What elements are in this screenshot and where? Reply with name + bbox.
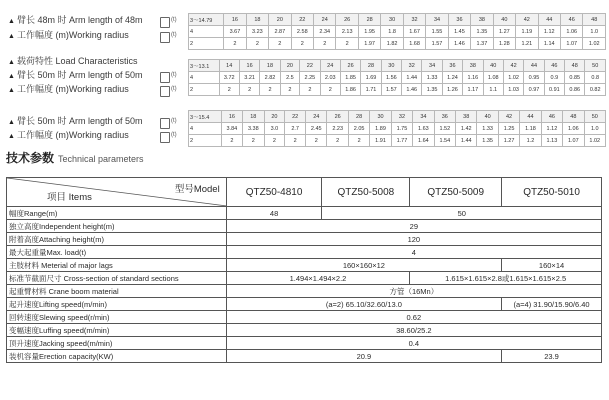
parameter-label: 独立高度Independent height(m) xyxy=(7,220,227,233)
table-cell: 1.19 xyxy=(516,26,538,38)
table-cell: 42 xyxy=(503,60,523,72)
table-cell: 1.21 xyxy=(516,38,538,50)
parameter-label: 起升速度Lifting speed(m/min) xyxy=(7,298,227,311)
table-cell: 3.84 xyxy=(221,123,242,135)
parameter-value: 0.62 xyxy=(226,311,601,324)
table-cell: 2 xyxy=(320,84,340,96)
unit-icon: (t) xyxy=(160,118,176,128)
unit-icon: (t) xyxy=(160,17,176,27)
parameter-value: 4 xyxy=(226,246,601,259)
table-cell: 18 xyxy=(260,60,280,72)
radius-row xyxy=(189,14,606,26)
table-cell: 40 xyxy=(483,60,503,72)
table-cell: 2 xyxy=(291,38,313,50)
table-cell: 1.02 xyxy=(503,72,523,84)
load-table xyxy=(188,59,606,96)
table-cell: 1.1 xyxy=(483,84,503,96)
table-cell: 1.08 xyxy=(483,72,503,84)
table-cell: 2 xyxy=(300,84,320,96)
table-cell: 26 xyxy=(340,60,360,72)
arm-length-label: ▲ 臂长 50m 时 Arm length of 50m xyxy=(8,116,143,126)
table-cell: 36 xyxy=(442,60,462,72)
table-cell: 1.57 xyxy=(381,84,401,96)
model-items-header xyxy=(7,178,227,207)
model-label: 型号Model xyxy=(174,184,220,195)
table-cell: 18 xyxy=(246,14,268,26)
table-cell: 2 xyxy=(264,135,285,147)
model-header: QTZ50-5008 xyxy=(322,178,410,207)
table-cell: 26 xyxy=(336,14,358,26)
load-row xyxy=(189,84,606,96)
table-cell: 2.7 xyxy=(285,123,306,135)
table-cell: 2 xyxy=(285,135,306,147)
table-cell: 3.0 xyxy=(264,123,285,135)
parameter-label: 回转速度Slewing speed(r/min) xyxy=(7,311,227,324)
table-cell: 2.87 xyxy=(269,26,291,38)
table-cell: 2.45 xyxy=(306,123,327,135)
table-cell: 28 xyxy=(358,14,380,26)
row-first-cell: 3～14.79 xyxy=(189,14,224,26)
table-cell: 40 xyxy=(493,14,515,26)
table-cell: 48 xyxy=(563,111,584,123)
table-cell: 1.24 xyxy=(442,72,462,84)
model-header: QTZ50-5009 xyxy=(410,178,502,207)
unit-icon: (t) xyxy=(160,72,176,82)
table-cell: 34 xyxy=(426,14,448,26)
table-cell: 44 xyxy=(520,111,541,123)
table-cell: 22 xyxy=(291,14,313,26)
radius-row xyxy=(189,111,606,123)
table-cell: 18 xyxy=(243,111,264,123)
table-cell: 2 xyxy=(348,135,369,147)
table-cell: 1.86 xyxy=(340,84,360,96)
table-cell: 1.57 xyxy=(426,38,448,50)
table-cell: 1.67 xyxy=(403,26,425,38)
table-row xyxy=(7,298,602,311)
table-cell: 3.38 xyxy=(243,123,264,135)
parameter-value: 50 xyxy=(322,207,602,220)
table-cell: 1.02 xyxy=(584,135,605,147)
parameter-value: 20.9 xyxy=(226,350,501,363)
table-cell: 1.71 xyxy=(361,84,381,96)
table-cell: 1.68 xyxy=(403,38,425,50)
table-cell: 2.25 xyxy=(300,72,320,84)
table-cell: 14 xyxy=(219,60,239,72)
table-cell: 38 xyxy=(456,111,477,123)
table-cell: 1.06 xyxy=(563,123,584,135)
table-cell: 1.28 xyxy=(493,38,515,50)
table-cell: 48 xyxy=(583,14,606,26)
table-cell: 1.8 xyxy=(381,26,403,38)
row-first-cell: 4 xyxy=(189,26,224,38)
table-row xyxy=(7,324,602,337)
load-row xyxy=(189,26,606,38)
load-curve-50m-b xyxy=(2,108,606,150)
table-cell: 2.23 xyxy=(327,123,348,135)
table-cell: 0.97 xyxy=(524,84,544,96)
table-cell: 2 xyxy=(221,135,242,147)
working-radius-label: ▲ 工作幅度 (m)Working radius xyxy=(8,130,129,140)
table-cell: 1.02 xyxy=(583,38,606,50)
table-cell: 20 xyxy=(264,111,285,123)
table-cell: 2.82 xyxy=(260,72,280,84)
table-cell: 38 xyxy=(463,60,483,72)
table-cell: 1.85 xyxy=(340,72,360,84)
table-cell: 2 xyxy=(239,84,259,96)
table-cell: 1.06 xyxy=(561,26,583,38)
table-cell: 2 xyxy=(219,84,239,96)
table-cell: 30 xyxy=(370,111,391,123)
parameter-value: 1.494×1.494×2.2 xyxy=(226,272,410,285)
arm-length-label: ▲ 臂长 48m 时 Arm length of 48m xyxy=(8,15,143,25)
parameter-value: 0.4 xyxy=(226,337,601,350)
row-first-cell: 4 xyxy=(189,72,220,84)
table-cell: 3.72 xyxy=(219,72,239,84)
load-curve-50m-a xyxy=(2,56,606,98)
table-cell: 1.35 xyxy=(422,84,442,96)
row-first-cell: 2 xyxy=(189,84,220,96)
parameter-value: 方管（16Mn） xyxy=(226,285,601,298)
table-row xyxy=(7,272,602,285)
load-row xyxy=(189,38,606,50)
parameter-value: (a=4) 31.90/15.90/6.40 xyxy=(502,298,602,311)
table-row xyxy=(7,311,602,324)
table-cell: 50 xyxy=(585,60,606,72)
table-cell: 42 xyxy=(516,14,538,26)
table-cell: 1.54 xyxy=(434,135,455,147)
table-cell: 2.5 xyxy=(280,72,299,84)
table-cell: 1.55 xyxy=(426,26,448,38)
table-cell: 1.33 xyxy=(477,123,498,135)
table-cell: 1.35 xyxy=(477,135,498,147)
table-cell: 1.64 xyxy=(413,135,434,147)
table-cell: 3.21 xyxy=(239,72,259,84)
table-cell: 1.44 xyxy=(402,72,422,84)
table-cell: 24 xyxy=(314,14,336,26)
radius-row xyxy=(189,60,606,72)
table-cell: 1.82 xyxy=(381,38,403,50)
table-cell: 40 xyxy=(477,111,498,123)
parameter-label: 起重臂材料 Crane boom material xyxy=(7,285,227,298)
table-cell: 1.12 xyxy=(538,26,560,38)
parameter-value: (a=2) 65.10/32.60/13.0 xyxy=(226,298,501,311)
unit-icon: (t) xyxy=(160,32,176,42)
parameter-label: 附着高度Attaching height(m) xyxy=(7,233,227,246)
table-cell: 1.46 xyxy=(402,84,422,96)
table-cell: 0.86 xyxy=(565,84,585,96)
parameter-value: 29 xyxy=(226,220,601,233)
arm-length-label: ▲ 臂长 50m 时 Arm length of 50m xyxy=(8,70,143,80)
table-cell: 16 xyxy=(224,14,246,26)
table-cell: 32 xyxy=(391,111,412,123)
parameter-value: 160×14 xyxy=(502,259,602,272)
table-row xyxy=(7,233,602,246)
table-cell: 24 xyxy=(320,60,340,72)
table-cell: 1.17 xyxy=(463,84,483,96)
table-row xyxy=(7,285,602,298)
row-first-cell: 3～13.1 xyxy=(189,60,220,72)
table-row xyxy=(7,246,602,259)
model-header: QTZ50-4810 xyxy=(226,178,322,207)
table-cell: 1.16 xyxy=(463,72,483,84)
table-cell: 0.82 xyxy=(585,84,606,96)
table-cell: 1.13 xyxy=(541,135,562,147)
table-cell: 26 xyxy=(327,111,348,123)
table-cell: 2 xyxy=(306,135,327,147)
table-cell: 2.34 xyxy=(314,26,336,38)
table-cell: 22 xyxy=(300,60,320,72)
table-cell: 0.8 xyxy=(585,72,606,84)
table-cell: 2 xyxy=(243,135,264,147)
table-cell: 24 xyxy=(306,111,327,123)
parameter-value: 23.9 xyxy=(502,350,602,363)
load-table xyxy=(188,110,606,147)
load-characteristics-label: ▲ 载荷特性 Load Characteristics xyxy=(8,56,138,66)
parameter-label: 主肢材料 Meterial of major lags xyxy=(7,259,227,272)
table-cell: 48 xyxy=(565,60,585,72)
table-row xyxy=(7,220,602,233)
table-cell: 46 xyxy=(561,14,583,26)
parameter-label: 变幅速度Luffing speed(m/min) xyxy=(7,324,227,337)
table-cell: 0.85 xyxy=(565,72,585,84)
table-cell: 1.75 xyxy=(391,123,412,135)
table-cell: 2.58 xyxy=(291,26,313,38)
table-cell: 1.56 xyxy=(381,72,401,84)
table-cell: 50 xyxy=(584,111,605,123)
load-row xyxy=(189,123,606,135)
parameter-label: 最大起重量Max. load(t) xyxy=(7,246,227,259)
table-cell: 1.37 xyxy=(471,38,493,50)
table-cell: 46 xyxy=(544,60,564,72)
working-radius-label: ▲ 工作幅度 (m)Working radius xyxy=(8,30,129,40)
table-cell: 0.9 xyxy=(544,72,564,84)
table-cell: 44 xyxy=(538,14,560,26)
table-cell: 38 xyxy=(471,14,493,26)
table-cell: 46 xyxy=(541,111,562,123)
table-cell: 1.69 xyxy=(361,72,381,84)
parameter-label: 顶升速度Jacking speed(m/min) xyxy=(7,337,227,350)
table-cell: 1.25 xyxy=(498,123,519,135)
technical-parameters-table xyxy=(6,177,602,363)
section-title: 技术参数 Technical parameters xyxy=(6,151,144,165)
table-cell: 1.52 xyxy=(434,123,455,135)
table-cell: 32 xyxy=(403,14,425,26)
parameter-label: 幅度Range(m) xyxy=(7,207,227,220)
table-cell: 2 xyxy=(336,38,358,50)
table-cell: 1.91 xyxy=(370,135,391,147)
table-row xyxy=(7,337,602,350)
table-cell: 36 xyxy=(434,111,455,123)
table-cell: 44 xyxy=(524,60,544,72)
table-cell: 1.27 xyxy=(498,135,519,147)
table-cell: 20 xyxy=(269,14,291,26)
table-cell: 28 xyxy=(348,111,369,123)
table-cell: 22 xyxy=(285,111,306,123)
table-cell: 1.63 xyxy=(413,123,434,135)
parameter-value: 120 xyxy=(226,233,601,246)
table-cell: 2 xyxy=(314,38,336,50)
table-cell: 2 xyxy=(269,38,291,50)
load-table xyxy=(188,13,606,50)
table-cell: 1.2 xyxy=(520,135,541,147)
table-cell: 1.89 xyxy=(370,123,391,135)
table-cell: 1.35 xyxy=(471,26,493,38)
table-cell: 32 xyxy=(402,60,422,72)
table-cell: 1.03 xyxy=(503,84,523,96)
table-cell: 1.44 xyxy=(456,135,477,147)
table-cell: 36 xyxy=(448,14,470,26)
table-cell: 28 xyxy=(361,60,381,72)
table-cell: 1.77 xyxy=(391,135,412,147)
table-cell: 34 xyxy=(413,111,434,123)
row-first-cell: 2 xyxy=(189,38,224,50)
table-cell: 1.07 xyxy=(563,135,584,147)
table-cell: 1.0 xyxy=(584,123,605,135)
table-cell: 1.42 xyxy=(456,123,477,135)
load-row xyxy=(189,72,606,84)
parameter-value: 1.615×1.615×2.8或1.615×1.615×2.5 xyxy=(410,272,602,285)
parameter-label: 标准节截面尺寸 Cross-section of standard sections xyxy=(7,272,227,285)
table-cell: 30 xyxy=(381,60,401,72)
working-radius-label: ▲ 工作幅度 (m)Working radius xyxy=(8,84,129,94)
table-cell: 1.18 xyxy=(520,123,541,135)
table-cell: 1.12 xyxy=(541,123,562,135)
table-cell: 0.91 xyxy=(544,84,564,96)
table-cell: 2 xyxy=(224,38,246,50)
table-cell: 2.03 xyxy=(320,72,340,84)
table-cell: 16 xyxy=(221,111,242,123)
parameter-label: 装机容量Erection capacity(KW) xyxy=(7,350,227,363)
unit-icon: (t) xyxy=(160,86,176,96)
row-first-cell: 2 xyxy=(189,135,222,147)
table-cell: 1.33 xyxy=(422,72,442,84)
table-cell: 42 xyxy=(498,111,519,123)
load-row xyxy=(189,135,606,147)
table-cell: 2 xyxy=(327,135,348,147)
table-cell: 1.27 xyxy=(493,26,515,38)
table-cell: 1.26 xyxy=(442,84,462,96)
parameter-value: 48 xyxy=(226,207,322,220)
table-cell: 1.14 xyxy=(538,38,560,50)
table-cell: 2 xyxy=(280,84,299,96)
row-first-cell: 4 xyxy=(189,123,222,135)
table-cell: 16 xyxy=(239,60,259,72)
table-row xyxy=(7,207,602,220)
table-cell: 0.95 xyxy=(524,72,544,84)
model-header: QTZ50-5010 xyxy=(502,178,602,207)
table-cell: 2.13 xyxy=(336,26,358,38)
load-curve-48m xyxy=(2,12,606,54)
table-cell: 2 xyxy=(246,38,268,50)
table-cell: 3.67 xyxy=(224,26,246,38)
row-first-cell: 3～15.4 xyxy=(189,111,222,123)
table-cell: 30 xyxy=(381,14,403,26)
table-cell: 3.23 xyxy=(246,26,268,38)
table-cell: 1.95 xyxy=(358,26,380,38)
table-row xyxy=(7,350,602,363)
parameter-value: 38.60/25.2 xyxy=(226,324,601,337)
table-cell: 20 xyxy=(280,60,299,72)
table-cell: 1.07 xyxy=(561,38,583,50)
table-row xyxy=(7,259,602,272)
unit-icon: (t) xyxy=(160,132,176,142)
table-header-row xyxy=(7,178,602,207)
table-cell: 1.45 xyxy=(448,26,470,38)
parameter-value: 160×160×12 xyxy=(226,259,501,272)
table-cell: 2.05 xyxy=(348,123,369,135)
table-cell: 1.0 xyxy=(583,26,606,38)
table-cell: 34 xyxy=(422,60,442,72)
table-cell: 1.97 xyxy=(358,38,380,50)
table-cell: 2 xyxy=(260,84,280,96)
table-cell: 1.46 xyxy=(448,38,470,50)
items-label: 项目 Items xyxy=(47,192,92,203)
